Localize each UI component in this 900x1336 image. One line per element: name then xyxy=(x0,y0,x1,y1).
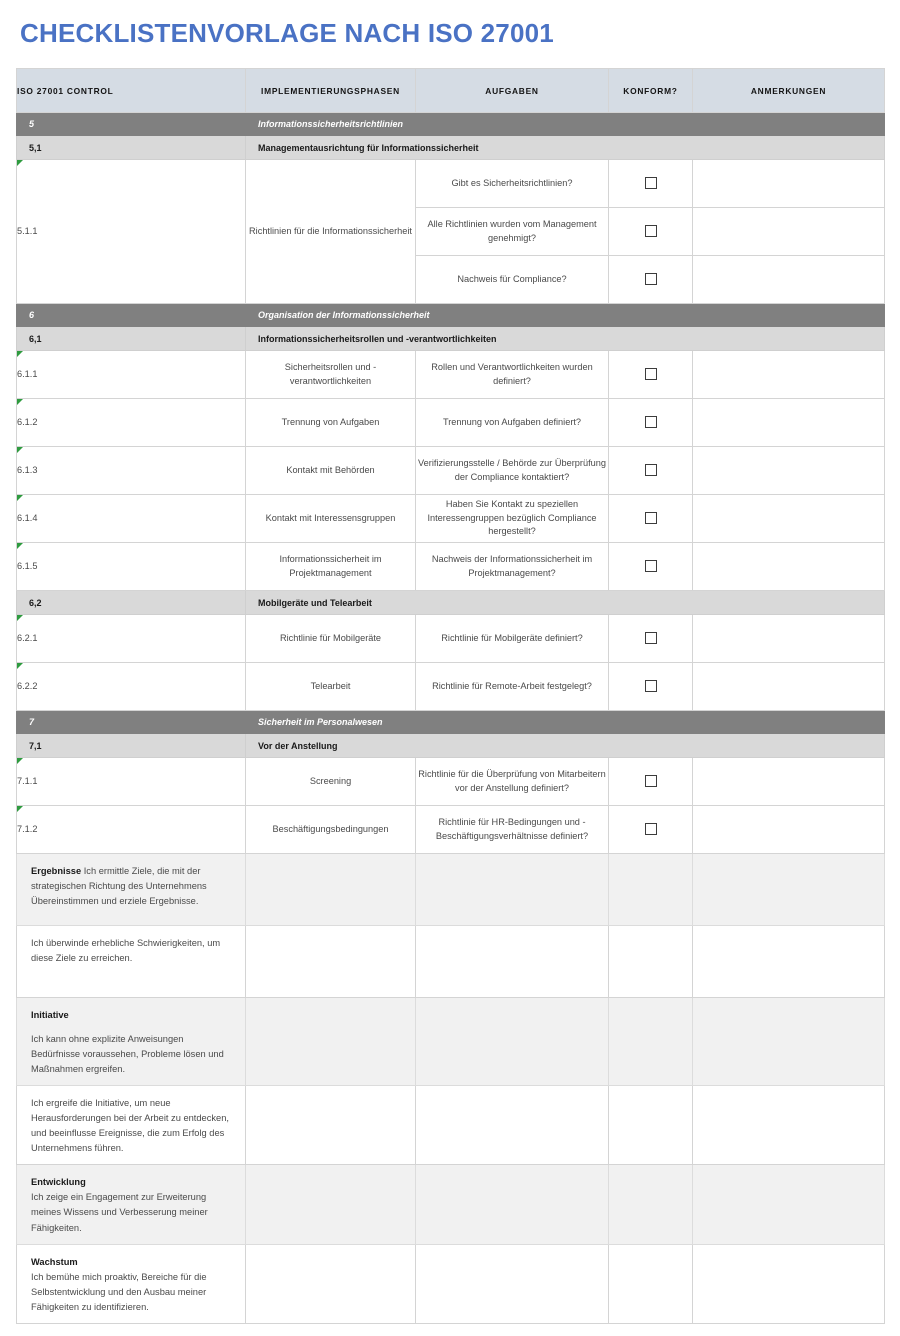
cell-implementation-phase[interactable] xyxy=(246,854,416,926)
cell-task[interactable] xyxy=(416,926,609,998)
cell-notes[interactable] xyxy=(693,447,885,495)
cell-task: Alle Richtlinien wurden vom Management genehmigt? xyxy=(416,208,609,256)
cell-konform[interactable] xyxy=(609,1165,693,1244)
competency-row xyxy=(17,1086,885,1165)
iso-27001-checklist-table xyxy=(16,68,885,1324)
table-row xyxy=(17,758,885,806)
control-id: 5.1.1 xyxy=(17,225,38,236)
compliance-checkbox[interactable] xyxy=(645,225,657,237)
spacer xyxy=(31,1023,231,1032)
cell-task[interactable] xyxy=(416,1244,609,1323)
control-id: 6.1.4 xyxy=(17,512,38,523)
cell-task: Trennung von Aufgaben definiert? xyxy=(416,399,609,447)
competency-body: Ich bemühe mich proaktiv, Bereiche für die Selbstentwicklung und den Ausbau meiner Fähigkeiten zu identifizieren. xyxy=(31,1271,207,1312)
control-id: 6.1.2 xyxy=(17,416,38,427)
cell-implementation-phase: Richtlinie für Mobilgeräte xyxy=(246,615,416,663)
cell-control xyxy=(17,758,246,806)
subsection-number: 7,1 xyxy=(17,734,246,758)
cell-konform[interactable] xyxy=(609,926,693,998)
comment-marker-icon xyxy=(17,495,23,501)
competency-row xyxy=(17,1244,885,1323)
competency-row xyxy=(17,854,885,926)
control-id: 7.1.2 xyxy=(17,823,38,834)
cell-konform[interactable] xyxy=(609,1244,693,1323)
cell-konform[interactable] xyxy=(609,447,693,495)
section-number: 7 xyxy=(17,711,246,734)
cell-competency-text xyxy=(17,926,246,998)
table-row xyxy=(17,399,885,447)
cell-competency-text xyxy=(17,1086,246,1165)
subsection-label: Managementausrichtung für Informationssicherheit xyxy=(246,136,885,160)
subsection-number: 6,2 xyxy=(17,591,246,615)
compliance-checkbox[interactable] xyxy=(645,273,657,285)
cell-control xyxy=(17,495,246,543)
comment-marker-icon xyxy=(17,806,23,812)
cell-notes[interactable] xyxy=(693,1244,885,1323)
cell-implementation-phase: Kontakt mit Behörden xyxy=(246,447,416,495)
control-id: 6.1.1 xyxy=(17,368,38,379)
cell-konform[interactable] xyxy=(609,806,693,854)
subsection-label: Mobilgeräte und Telearbeit xyxy=(246,591,885,615)
cell-konform[interactable] xyxy=(609,998,693,1086)
competency-heading: Entwicklung xyxy=(31,1177,86,1188)
section-number: 6 xyxy=(17,304,246,327)
cell-task: Nachweis für Compliance? xyxy=(416,256,609,304)
control-id: 6.1.3 xyxy=(17,464,38,475)
table-row xyxy=(17,351,885,399)
cell-control xyxy=(17,447,246,495)
cell-implementation-phase[interactable] xyxy=(246,1086,416,1165)
cell-implementation-phase[interactable] xyxy=(246,1244,416,1323)
cell-task[interactable] xyxy=(416,854,609,926)
cell-konform[interactable] xyxy=(609,399,693,447)
compliance-checkbox[interactable] xyxy=(645,368,657,380)
table-row xyxy=(17,615,885,663)
cell-notes[interactable] xyxy=(693,806,885,854)
column-header-task: AUFGABEN xyxy=(416,69,609,113)
cell-task: Richtlinie für Mobilgeräte definiert? xyxy=(416,615,609,663)
section-band-row xyxy=(17,304,885,327)
competency-body: Ich kann ohne explizite Anweisungen Bedürfnisse voraussehen, Probleme lösen und Maßnahmen ergreifen. xyxy=(31,1034,224,1075)
cell-implementation-phase: Sicherheitsrollen und -verantwortlichkeiten xyxy=(246,351,416,399)
table-row xyxy=(17,160,885,208)
comment-marker-icon xyxy=(17,615,23,621)
compliance-checkbox[interactable] xyxy=(645,464,657,476)
competency-heading: Wachstum xyxy=(31,1256,78,1267)
table-row xyxy=(17,806,885,854)
competency-row xyxy=(17,998,885,1086)
cell-control xyxy=(17,160,246,304)
column-header-phase: IMPLEMENTIERUNGSPHASEN xyxy=(246,69,416,113)
cell-konform[interactable] xyxy=(609,854,693,926)
compliance-checkbox[interactable] xyxy=(645,680,657,692)
subsection-band-row xyxy=(17,136,885,160)
cell-notes[interactable] xyxy=(693,543,885,591)
cell-konform[interactable] xyxy=(609,615,693,663)
comment-marker-icon xyxy=(17,399,23,405)
cell-notes[interactable] xyxy=(693,854,885,926)
control-id: 6.2.1 xyxy=(17,632,38,643)
cell-task: Verifizierungsstelle / Behörde zur Überprüfung der Compliance kontaktiert? xyxy=(416,447,609,495)
cell-implementation-phase: Beschäftigungsbedingungen xyxy=(246,806,416,854)
cell-notes[interactable] xyxy=(693,495,885,543)
competency-body: Ich ermittle Ziele, die mit der strategischen Richtung des Unternehmens Übereinstimmen und erziele Ergebnisse. xyxy=(31,866,207,907)
cell-implementation-phase: Telearbeit xyxy=(246,663,416,711)
cell-notes[interactable] xyxy=(693,1165,885,1244)
cell-implementation-phase: Informationssicherheit im Projektmanagement xyxy=(246,543,416,591)
competency-body: Ich ergreife die Initiative, um neue Herausforderungen bei der Arbeit zu entdecken, und beeinflusse Ereignisse, die zum Erfolg des Unternehmens führen. xyxy=(31,1098,229,1154)
section-label: Sicherheit im Personalwesen xyxy=(246,711,885,734)
table-row xyxy=(17,543,885,591)
table-header-row xyxy=(17,69,885,113)
competency-body: Ich zeige ein Engagement zur Erweiterung meines Wissens und Verbesserung meiner Fähigkeiten. xyxy=(31,1192,208,1233)
competency-heading: Initiative xyxy=(31,1010,69,1020)
cell-notes[interactable] xyxy=(693,926,885,998)
subsection-number: 5,1 xyxy=(17,136,246,160)
cell-notes[interactable] xyxy=(693,1086,885,1165)
cell-task: Richtlinie für die Überprüfung von Mitarbeitern vor der Anstellung definiert? xyxy=(416,758,609,806)
cell-control xyxy=(17,543,246,591)
cell-competency-text xyxy=(17,1244,246,1323)
comment-marker-icon xyxy=(17,758,23,764)
page-title: CHECKLISTENVORLAGE NACH ISO 27001 xyxy=(20,18,554,48)
competency-body: Ich überwinde erhebliche Schwierigkeiten, um diese Ziele zu erreichen. xyxy=(31,938,221,964)
cell-competency-text xyxy=(17,854,246,926)
cell-konform[interactable] xyxy=(609,208,693,256)
compliance-checkbox[interactable] xyxy=(645,512,657,524)
comment-marker-icon xyxy=(17,447,23,453)
cell-konform[interactable] xyxy=(609,256,693,304)
cell-competency-text xyxy=(17,1165,246,1244)
cell-task: Richtlinie für Remote-Arbeit festgelegt? xyxy=(416,663,609,711)
cell-task[interactable] xyxy=(416,1086,609,1165)
cell-implementation-phase: Richtlinien für die Informationssicherheit xyxy=(246,160,416,304)
subsection-label: Vor der Anstellung xyxy=(246,734,885,758)
compliance-checkbox[interactable] xyxy=(645,560,657,572)
comment-marker-icon xyxy=(17,663,23,669)
cell-control xyxy=(17,806,246,854)
table-header xyxy=(17,69,885,113)
compliance-checkbox[interactable] xyxy=(645,632,657,644)
column-header-control: ISO 27001 CONTROL xyxy=(17,69,246,113)
subsection-band-row xyxy=(17,591,885,615)
cell-task: Gibt es Sicherheitsrichtlinien? xyxy=(416,160,609,208)
cell-implementation-phase[interactable] xyxy=(246,926,416,998)
cell-notes[interactable] xyxy=(693,758,885,806)
cell-notes[interactable] xyxy=(693,399,885,447)
control-id: 6.1.5 xyxy=(17,560,38,571)
cell-task: Haben Sie Kontakt zu speziellen Interessengruppen bezüglich Compliance hergestellt? xyxy=(416,495,609,543)
table-body xyxy=(17,113,885,1324)
cell-notes[interactable] xyxy=(693,160,885,208)
cell-konform[interactable] xyxy=(609,351,693,399)
cell-implementation-phase: Kontakt mit Interessensgruppen xyxy=(246,495,416,543)
competency-heading: Ergebnisse xyxy=(31,866,82,876)
section-number: 5 xyxy=(17,113,246,136)
subsection-band-row xyxy=(17,327,885,351)
column-header-notes: ANMERKUNGEN xyxy=(693,69,885,113)
cell-notes[interactable] xyxy=(693,351,885,399)
cell-implementation-phase[interactable] xyxy=(246,1165,416,1244)
column-header-konform: KONFORM? xyxy=(609,69,693,113)
section-label: Informationssicherheitsrichtlinien xyxy=(246,113,885,136)
control-id: 7.1.1 xyxy=(17,775,38,786)
cell-implementation-phase: Trennung von Aufgaben xyxy=(246,399,416,447)
table-row xyxy=(17,663,885,711)
section-label: Organisation der Informationssicherheit xyxy=(246,304,885,327)
cell-task: Richtlinie für HR-Bedingungen und -Beschäftigungsverhältnisse definiert? xyxy=(416,806,609,854)
cell-control xyxy=(17,615,246,663)
cell-konform[interactable] xyxy=(609,663,693,711)
comment-marker-icon xyxy=(17,543,23,549)
table-row xyxy=(17,495,885,543)
compliance-checkbox[interactable] xyxy=(645,775,657,787)
control-id: 6.2.2 xyxy=(17,680,38,691)
compliance-checkbox[interactable] xyxy=(645,823,657,835)
cell-konform[interactable] xyxy=(609,543,693,591)
subsection-number: 6,1 xyxy=(17,327,246,351)
comment-marker-icon xyxy=(17,351,23,357)
table-row xyxy=(17,447,885,495)
cell-konform[interactable] xyxy=(609,1086,693,1165)
cell-competency-text xyxy=(17,998,246,1086)
cell-implementation-phase[interactable] xyxy=(246,998,416,1086)
cell-notes[interactable] xyxy=(693,208,885,256)
subsection-band-row xyxy=(17,734,885,758)
cell-notes[interactable] xyxy=(693,998,885,1086)
competency-row xyxy=(17,1165,885,1244)
cell-control xyxy=(17,351,246,399)
cell-task[interactable] xyxy=(416,998,609,1086)
cell-control xyxy=(17,399,246,447)
subsection-label: Informationssicherheitsrollen und -verantwortlichkeiten xyxy=(246,327,885,351)
cell-konform[interactable] xyxy=(609,495,693,543)
cell-konform[interactable] xyxy=(609,758,693,806)
competency-row xyxy=(17,926,885,998)
cell-control xyxy=(17,663,246,711)
compliance-checkbox[interactable] xyxy=(645,177,657,189)
cell-notes[interactable] xyxy=(693,615,885,663)
section-band-row xyxy=(17,113,885,136)
cell-notes[interactable] xyxy=(693,663,885,711)
cell-implementation-phase: Screening xyxy=(246,758,416,806)
compliance-checkbox[interactable] xyxy=(645,416,657,428)
comment-marker-icon xyxy=(17,160,23,166)
cell-konform[interactable] xyxy=(609,160,693,208)
section-band-row xyxy=(17,711,885,734)
cell-notes[interactable] xyxy=(693,256,885,304)
cell-task[interactable] xyxy=(416,1165,609,1244)
cell-task: Rollen und Verantwortlichkeiten wurden definiert? xyxy=(416,351,609,399)
cell-task: Nachweis der Informationssicherheit im Projektmanagement? xyxy=(416,543,609,591)
